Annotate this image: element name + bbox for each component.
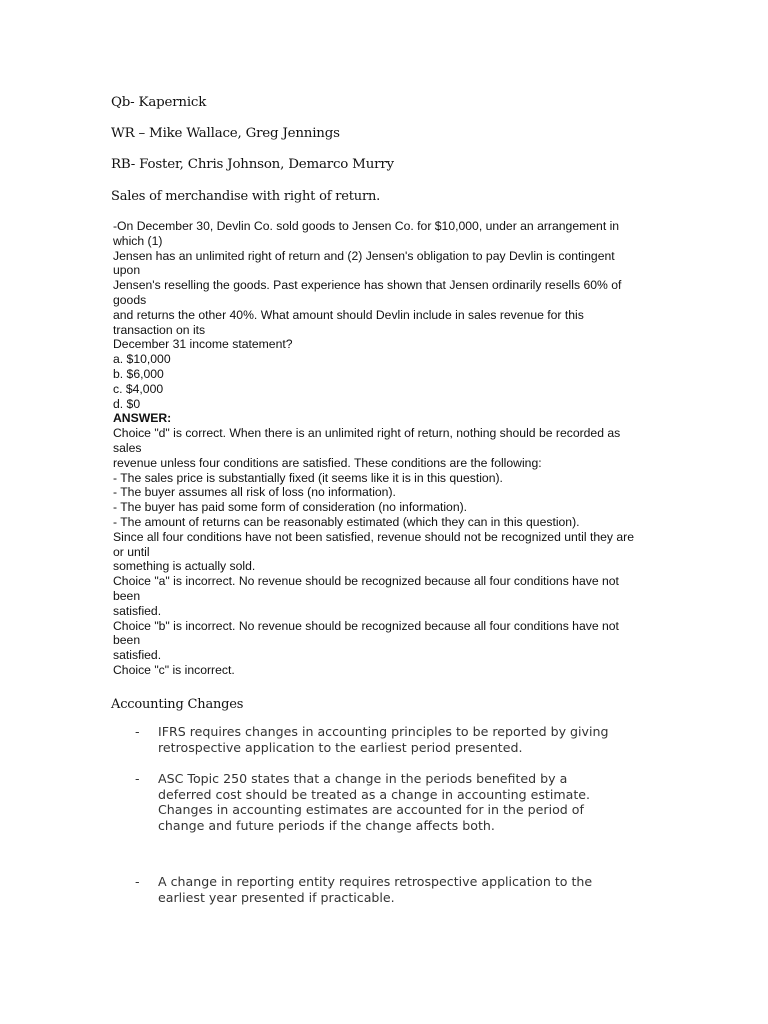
answer-line: satisfied. <box>113 603 162 618</box>
list-item-line: IFRS requires changes in accounting principles to be reported by giving <box>158 724 609 739</box>
list-item-line: retrospective application to the earliest period presented. <box>158 739 523 755</box>
choice-d: d. $0 <box>113 396 141 411</box>
answer-line: - The sales price is substantially fixed (it seems like it is in this question). <box>113 470 503 485</box>
answer-line: Choice "b" is incorrect. No revenue should be recognized because all four conditions have not <box>113 618 619 633</box>
answer-line: - The amount of returns can be reasonably estimated (which they can in this question). <box>113 514 580 529</box>
bullet-marker: - <box>135 771 140 786</box>
bullet-marker: - <box>135 874 140 889</box>
answer-line: - The buyer has paid some form of consideration (no information). <box>113 500 468 515</box>
list-item-text <box>158 771 648 833</box>
qb-line: Qb- Kapernick <box>111 95 207 110</box>
list-item-text <box>158 724 648 755</box>
question-answer-block <box>113 219 653 678</box>
answer-line: Choice "d" is correct. When there is an unlimited right of return, nothing should be recorded as <box>113 426 621 441</box>
choice-a: a. $10,000 <box>113 352 171 367</box>
answer-line: something is actually sold. <box>113 559 256 574</box>
question-line: Jensen's reselling the goods. Past experience has shown that Jensen ordinarily resells 60% of <box>113 278 622 293</box>
section-title-sales-return: Sales of merchandise with right of return. <box>111 189 381 204</box>
list-item-line: A change in reporting entity requires retrospective application to the <box>158 874 593 889</box>
question-line: December 31 income statement? <box>113 337 293 352</box>
answer-line: Choice "c" is incorrect. <box>113 662 235 677</box>
list-item-line: Changes in accounting estimates are accounted for in the period of <box>158 802 584 818</box>
answer-line: been <box>113 588 141 603</box>
list-item-line: earliest year presented if practicable. <box>158 889 395 905</box>
answer-line: Since all four conditions have not been satisfied, revenue should not be recognized until they are <box>113 529 635 544</box>
question-line: Jensen has an unlimited right of return and (2) Jensen's obligation to pay Devlin is contingent <box>113 248 615 263</box>
answer-line: or until <box>113 544 150 559</box>
choice-b: b. $6,000 <box>113 366 164 381</box>
answer-line: revenue unless four conditions are satisfied. These conditions are the following: <box>113 455 542 470</box>
answer-line: been <box>113 633 141 648</box>
wr-line: WR – Mike Wallace, Greg Jennings <box>111 126 340 141</box>
question-line: upon <box>113 263 141 278</box>
answer-line: Choice "a" is incorrect. No revenue should be recognized because all four conditions have not <box>113 574 619 589</box>
list-item-line: ASC Topic 250 states that a change in the periods benefited by a <box>158 771 568 786</box>
section-title-accounting-changes: Accounting Changes <box>111 697 244 712</box>
list-item-text <box>158 874 648 905</box>
question-line: which (1) <box>113 233 163 248</box>
question-line: and returns the other 40%. What amount should Devlin include in sales revenue for this <box>113 307 584 322</box>
answer-line: sales <box>113 440 142 455</box>
rb-line: RB- Foster, Chris Johnson, Demarco Murry <box>111 157 394 172</box>
answer-line: satisfied. <box>113 648 162 663</box>
choice-c: c. $4,000 <box>113 381 164 396</box>
bullet-marker: - <box>135 724 140 739</box>
question-line: transaction on its <box>113 322 206 337</box>
question-line: goods <box>113 292 147 307</box>
answer-label: ANSWER: <box>113 411 172 426</box>
list-item-line: deferred cost should be treated as a change in accounting estimate. <box>158 786 591 802</box>
answer-line: - The buyer assumes all risk of loss (no information). <box>113 485 396 500</box>
question-line: -On December 30, Devlin Co. sold goods to Jensen Co. for $10,000, under an arrangement in <box>113 219 620 233</box>
list-item-line: change and future periods if the change affects both. <box>158 817 495 833</box>
